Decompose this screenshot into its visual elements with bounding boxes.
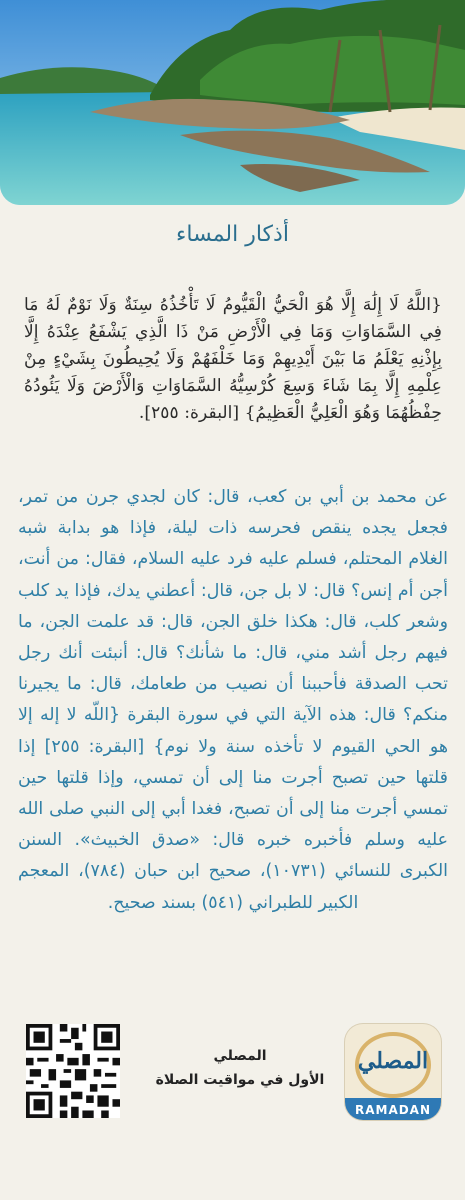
footer (0, 1018, 465, 1128)
qr-code-icon[interactable] (26, 1024, 120, 1118)
quran-verse-text: {اللَّهُ لَا إِلَٰهَ إِلَّا هُوَ الْحَيُّ الْقَيُّومُ لَا تَأْخُذُهُ سِنَةٌ وَلَا نَوْمٌ لَهُ مَا فِي السَّمَاوَاتِ وَمَا فِي الْأَرْضِ مَنْ ذَا الَّذِي يَشْفَعُ عِنْدَهُ إِلَّا بِإِذْنِهِ يَعْلَمُ مَا بَيْنَ أَيْدِيهِمْ وَمَا خَلْفَهُمْ وَلَا يُحِيطُونَ بِشَيْءٍ مِنْ عِلْمِهِ إِلَّا بِمَا شَاءَ وَسِعَ كُرْسِيُّهُ السَّمَاوَاتِ وَالْأَرْضَ وَلَا يَئُودُهُ حِفْظُهُمَا وَهُوَ الْعَلِيُّ الْعَظِيمُ} [البقرة: ٢٥٥]. (24, 295, 442, 423)
logo-wordmark: المصلي (357, 1048, 429, 1074)
logo-label: RAMADAN (354, 1103, 432, 1117)
header-landscape-image (0, 0, 465, 205)
page-title: أذكار المساء (176, 222, 289, 247)
hadith-text: عن محمد بن أبي بن كعب، قال: كان لجدي جرن من تمر، فجعل يجده ينقص فحرسه ذات ليلة، فإذا هو بدابة شبه الغلام المحتلم، فسلم عليه فرد عليه السلام، فقال: من أنت، أجن أم إنس؟ قال: لا بل جن، قال: أعطني يدك، فإذا يد كلب وشعر كلب، قال: هكذا خلق الجن، قال: قد علمت الجن، ما فيهم رجل أشد مني، قال: ما شأنك؟ قال: أنبئت أنك رجل تحب الصدقة فأحببنا أن نصيب من طعامك، قال: ما يجيرنا منكم؟ قال: هذه الآية التي في سورة البقرة {اللّه لا إله إلا هو الحي القيوم لا تأخذه سنة ولا نوم} [البقرة: ٢٥٥] إذا قلتها حين تصبح أجرت منا إلى أن تمسي، وإذا قلتها حين تمسي أجرت منا إلى أن تصبح، فغدا أبي إلى النبي صلى الله عليه وسلم فأخبره خبره قال: «صدق الخبيث». السنن الكبرى للنسائي (١٠٧٣١)، صحيح ابن حبان (٧٨٤)، المعجم الكبير للطبراني (٥٤١) بسند صحيح. (18, 487, 448, 913)
app-tagline: الأول في مواقيت الصلاة (155, 1072, 325, 1088)
app-name: المصلي (213, 1048, 267, 1064)
app-logo[interactable] (345, 1024, 441, 1120)
